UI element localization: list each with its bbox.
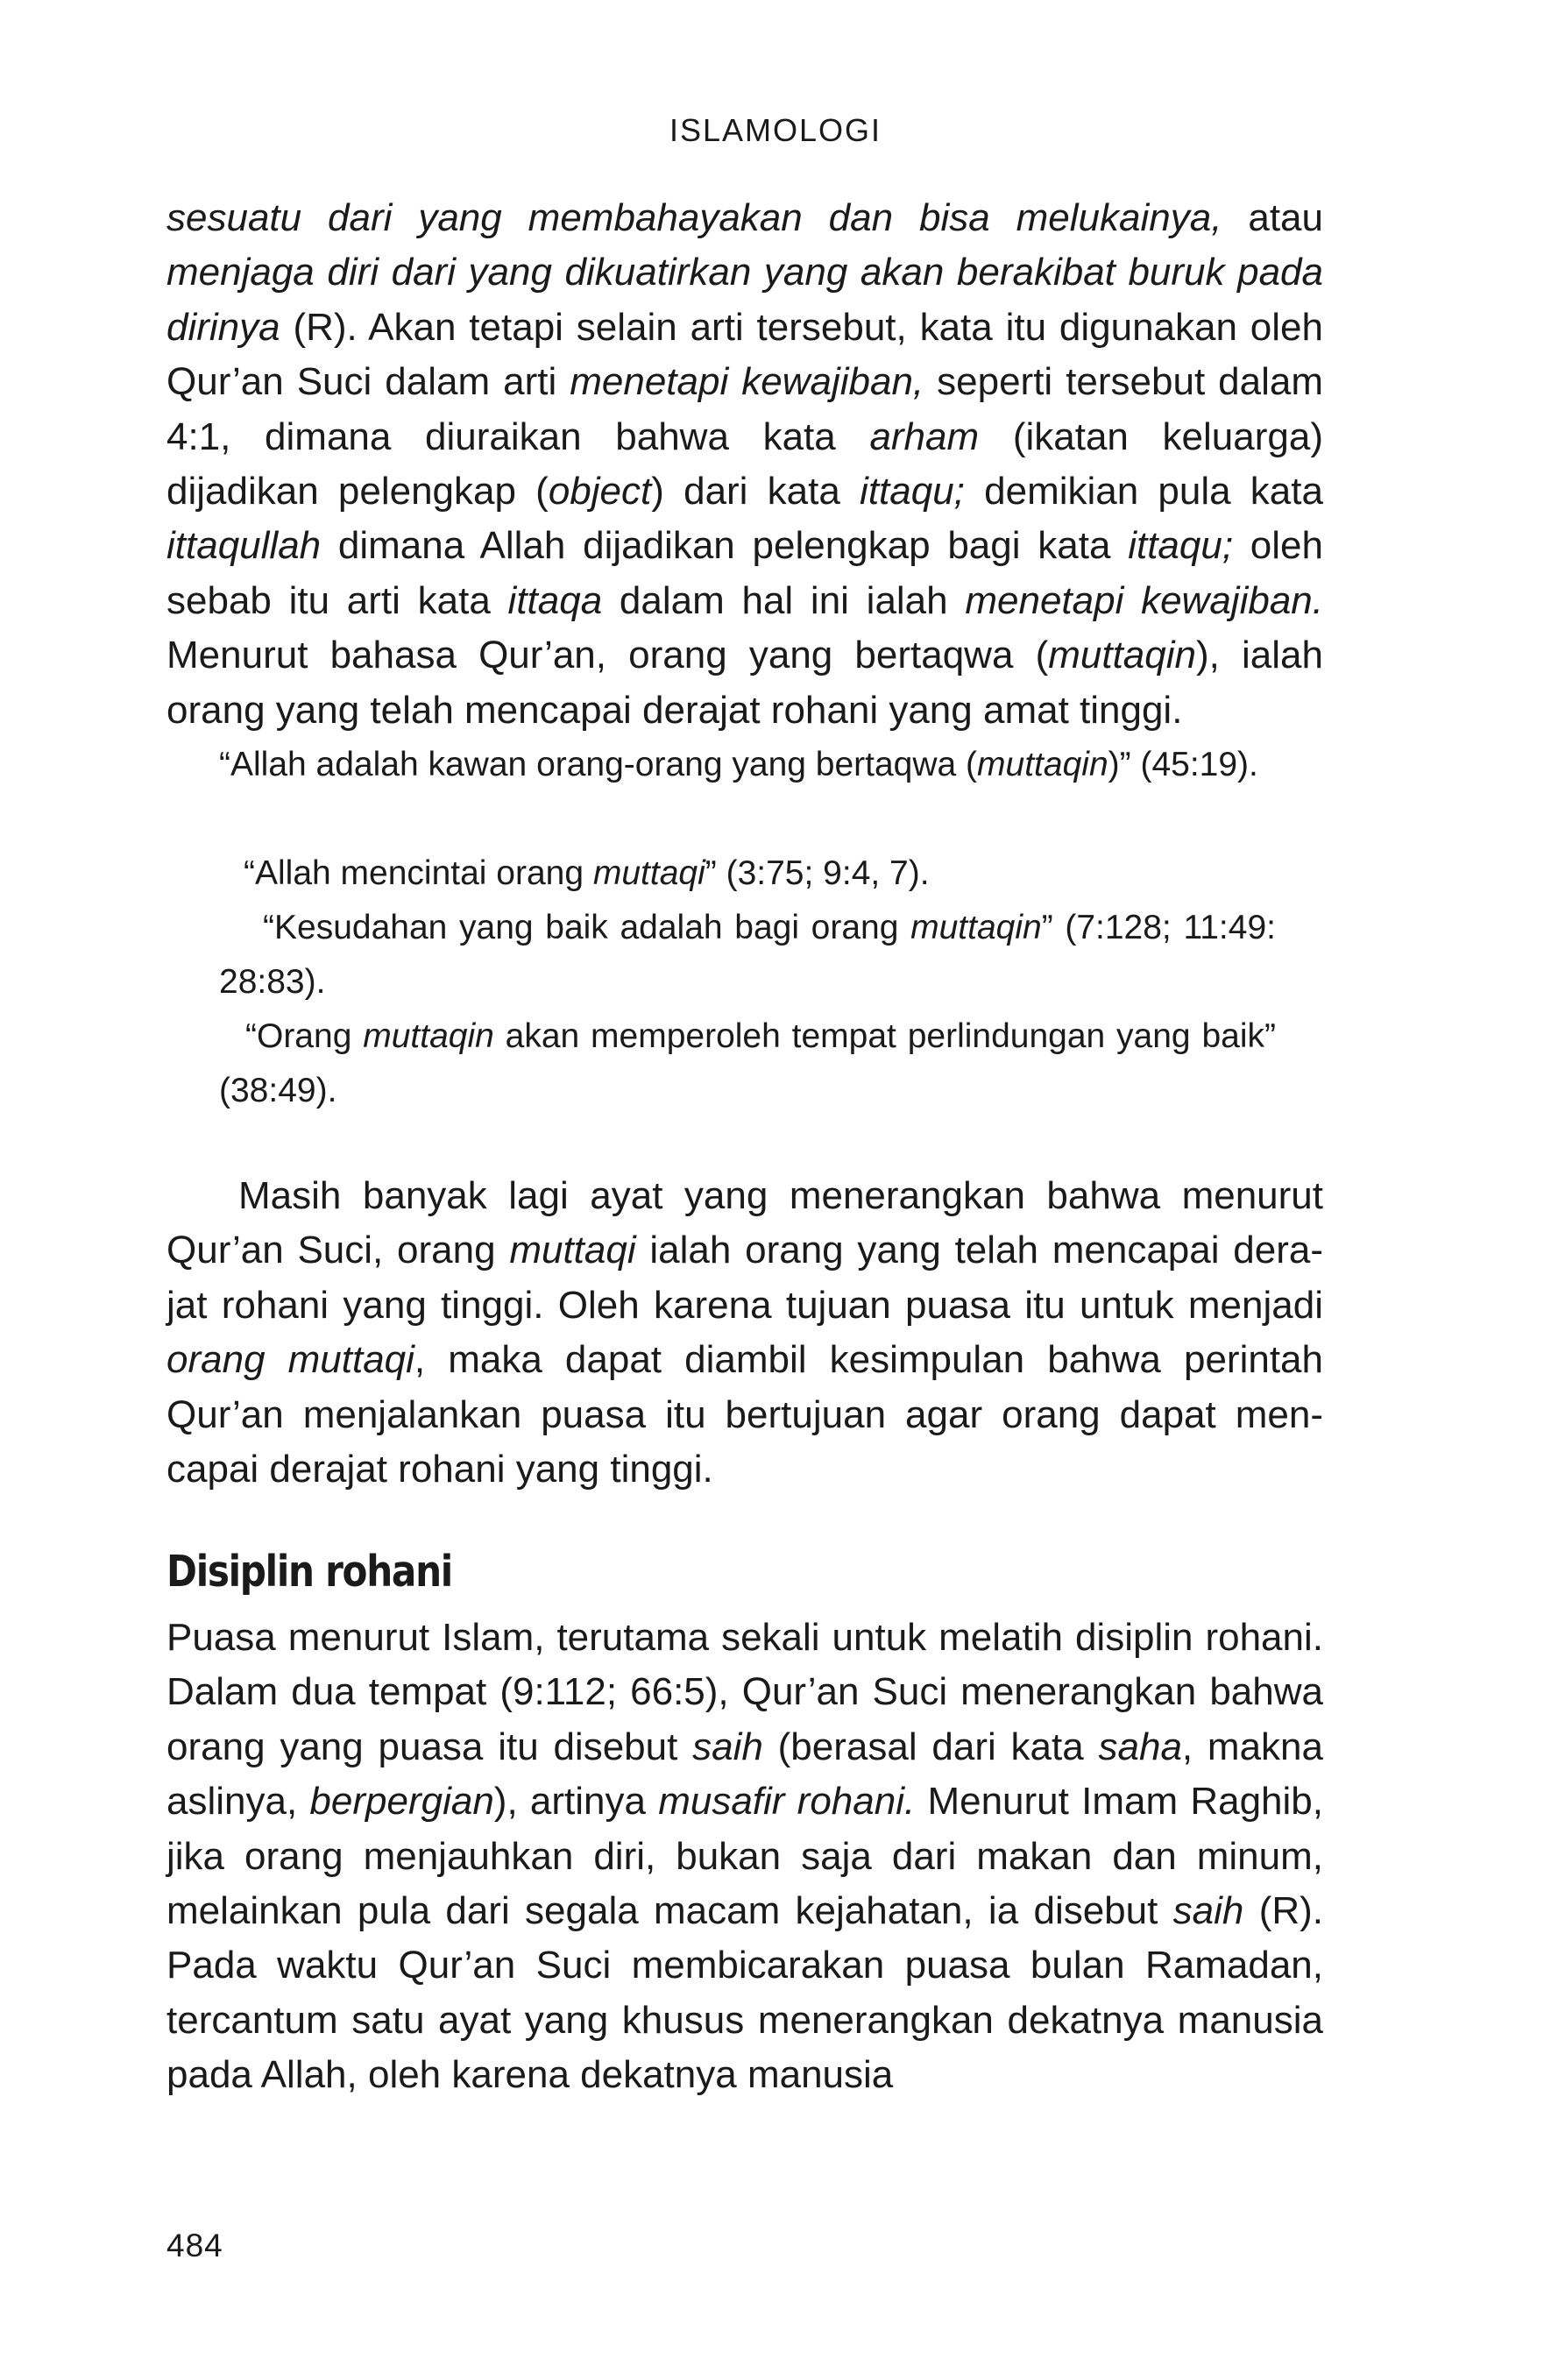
text-run: demikian pula kata <box>964 470 1323 514</box>
text-run: oleh sebab itu arti kata <box>166 524 1323 622</box>
italic-term: muttaqi <box>509 1229 636 1272</box>
italic-term: saih <box>1172 1889 1244 1933</box>
italic-term: ittaqa <box>507 578 603 622</box>
text-run: akan memperoleh tempat perlindungan yang baik” (38:49). <box>219 1017 1276 1109</box>
italic-term: menetapi kewajiban, <box>570 360 924 404</box>
quote-verse-45-19 <box>219 738 1276 792</box>
section-heading: Disiplin rohani <box>166 1547 452 1597</box>
text-run: Menurut Imam Raghib, jika orang menjauhkan diri, bukan saja dari makan dan minum, melainkan pula dari segala macam kejahatan, ia disebut <box>166 1780 1323 1933</box>
text-run: )” (45:19). <box>1108 746 1258 783</box>
italic-term: saih <box>692 1725 763 1768</box>
text-run: ), ialah orang yang telah mencapai derajat rohani yang amat tinggi. <box>166 634 1323 732</box>
italic-term: ittaqu; <box>860 470 965 514</box>
paragraph-conclusion <box>166 1169 1323 1497</box>
italic-term: muttaqi <box>592 854 705 892</box>
italic-term: muttaqin <box>910 909 1042 946</box>
page-number: 484 <box>166 2228 223 2263</box>
paragraph-text <box>166 191 1323 738</box>
paragraph-text <box>166 1169 1323 1497</box>
quote-text <box>219 738 1276 792</box>
text-run: Menurut bahasa Qur’an, orang yang bertaqwa ( <box>166 634 1049 677</box>
text-run: ” (3:75; 9:4, 7). <box>705 854 930 892</box>
paragraph-text <box>166 1611 1323 2103</box>
italic-term: musafir rohani. <box>658 1780 916 1824</box>
text-run: ) dari kata <box>651 470 860 514</box>
italic-term: menetapi kewajiban. <box>965 578 1323 622</box>
quote-verse-7-128 <box>219 901 1276 1009</box>
text-run: (R). Pada waktu Qur’an Suci membicarakan puasa bulan Ramadan, tercantum satu ayat yang khusus menerangkan dekatnya manusia pada Allah, oleh karena dekatnya manusia <box>166 1889 1324 2097</box>
text-run: (ikatan keluarga) dijadikan pelengkap ( <box>166 414 1323 514</box>
italic-term: ittaqu; <box>1128 524 1234 568</box>
text-run: ialah orang yang telah mencapai derajat rohani yang tinggi. Oleh karena tujuan puasa itu untuk menjadi <box>166 1229 1323 1327</box>
quote-text <box>219 1009 1276 1118</box>
running-header: ISLAMOLOGI <box>669 112 882 148</box>
italic-term: arham <box>869 414 980 458</box>
paragraph-taqwa-definition <box>166 191 1323 738</box>
italic-term: muttaqin <box>1048 634 1196 677</box>
text-run: , makna aslinya, <box>166 1725 1323 1824</box>
italic-term: orang muttaqi <box>166 1338 414 1382</box>
italic-term: sesuatu dari yang membahayakan dan bisa melukainya, <box>166 196 1222 239</box>
italic-term: muttaqin <box>977 746 1108 783</box>
italic-term: muttaqin <box>363 1017 494 1055</box>
text-run: ” (7:128; 11:49: 28:83). <box>219 909 1276 1001</box>
text-run: dalam hal ini ialah <box>602 578 966 622</box>
text-run: atau <box>1222 196 1323 239</box>
text-run: “Allah mencintai orang <box>244 854 593 892</box>
italic-term: ittaqullah <box>166 524 322 568</box>
quote-text <box>244 846 1276 901</box>
text-run: “Kesudahan yang baik adalah bagi orang <box>263 909 911 946</box>
text-run: seperti tersebut dalam 4:1, dimana diuraikan bahwa kata <box>166 360 1324 458</box>
italic-term: object <box>548 470 652 514</box>
text-run: “Orang <box>245 1017 364 1055</box>
text-run: dimana Allah dijadikan pelengkap bagi kata <box>321 524 1129 568</box>
quote-verse-38-49 <box>219 1009 1276 1118</box>
quote-verse-3-75 <box>219 846 1276 901</box>
paragraph-spiritual-discipline <box>166 1611 1323 2103</box>
text-run: Masih banyak lagi ayat yang menerangkan bahwa menurut Qur’an Suci, orang <box>166 1174 1323 1272</box>
text-run: Puasa menurut Islam, terutama sekali untuk melatih disiplin rohani. Dalam dua tempat (9:112; 66:5), Qur’an Suci menerangkan bahwa orang yang puasa itu disebut <box>166 1616 1323 1768</box>
text-run: (berasal dari kata <box>762 1725 1099 1768</box>
text-run: , maka dapat diambil kesimpulan bahwa perintah Qur’an menjalankan puasa itu bertujuan agar orang dapat mencapai derajat rohani yang tinggi. <box>166 1338 1323 1491</box>
italic-term: berpergian <box>309 1780 494 1824</box>
italic-term: saha <box>1098 1725 1182 1768</box>
text-run: ), artinya <box>493 1780 659 1824</box>
text-run: (R). Akan tetapi selain arti tersebut, kata itu digunakan oleh Qur’an Suci dalam arti <box>166 305 1323 404</box>
text-run: “Allah adalah kawan orang-orang yang bertaqwa ( <box>219 746 978 783</box>
quote-text <box>219 901 1276 1009</box>
italic-term: menjaga diri dari yang dikuatirkan yang akan berakibat buruk pada dirinya <box>166 251 1323 349</box>
